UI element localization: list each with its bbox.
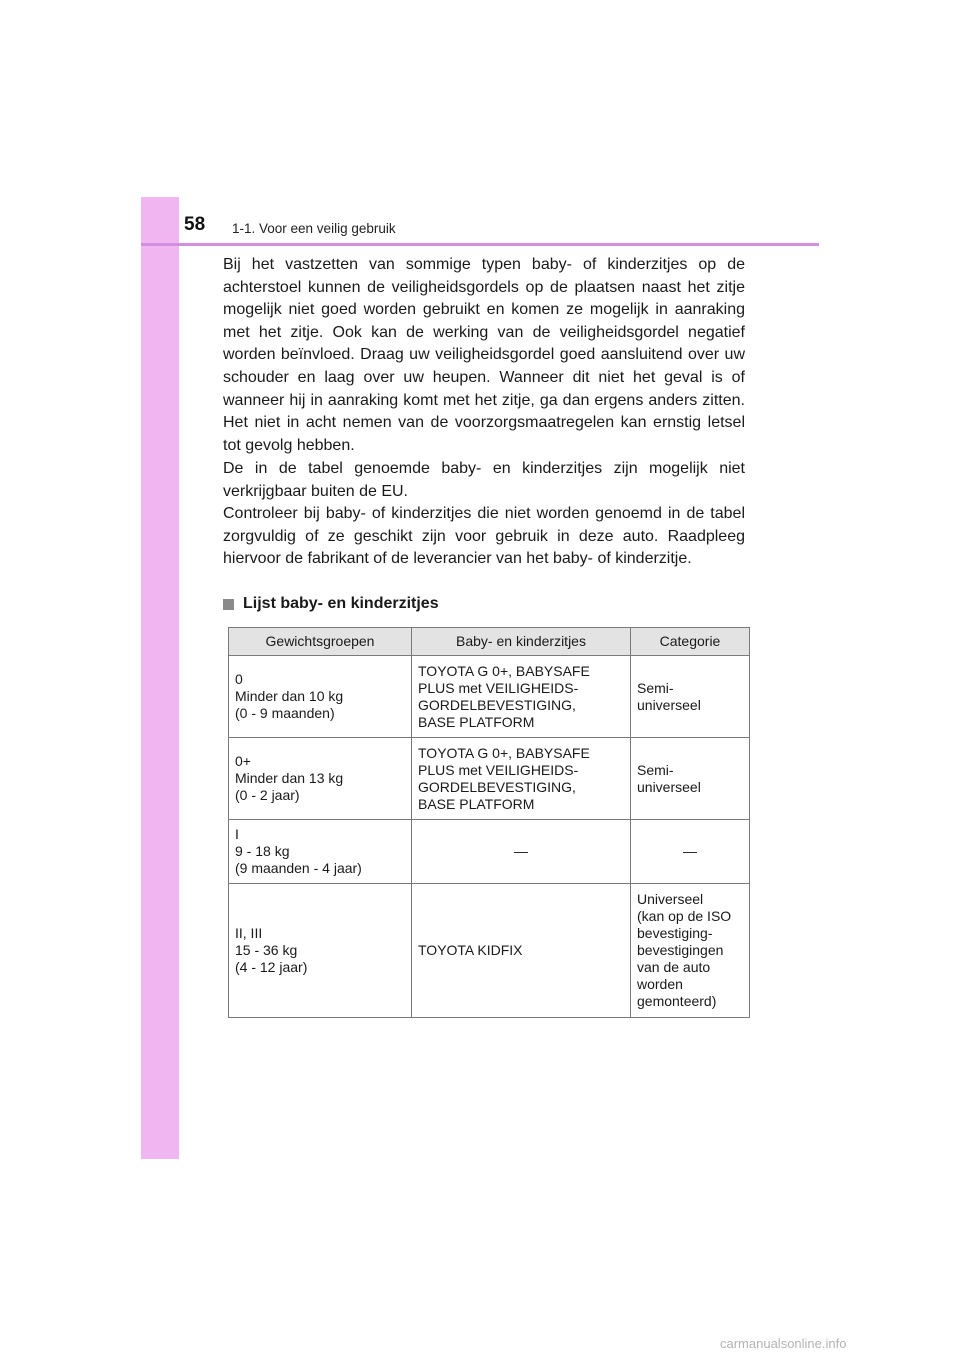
chapter-tab-strip xyxy=(141,197,179,1159)
cell-category: Semi- universeel xyxy=(631,656,750,738)
paragraph-check-suitability: Controleer bij baby- of kinderzitjes die niet worden genoemd in de tabel zorgvuldig of ze geschikt zijn voor gebruik in deze auto. Raadpleeg hiervoor de fabrikant of de leverancier van het baby- of kinderzitje. xyxy=(223,505,745,568)
header-weight-groups: Gewichtsgroepen xyxy=(229,628,412,656)
table-header-row xyxy=(229,628,750,656)
header-divider xyxy=(141,243,819,246)
cell-weight-group: I 9 - 18 kg (9 maanden - 4 jaar) xyxy=(229,820,412,884)
cell-weight-group: II, III 15 - 36 kg (4 - 12 jaar) xyxy=(229,884,412,1018)
table-row xyxy=(229,656,750,738)
cell-category: Universeel (kan op de ISO bevestiging- bevestigingen van de auto worden gemonteerd) xyxy=(631,884,750,1018)
page-number: 58 xyxy=(184,214,206,235)
cell-seats-empty: — xyxy=(412,820,631,884)
header-category: Categorie xyxy=(631,628,750,656)
table-row xyxy=(229,738,750,820)
cell-seats: TOYOTA G 0+, BABYSAFE PLUS met VEILIGHEIDS- GORDELBEVESTIGING, BASE PLATFORM xyxy=(412,656,631,738)
table-row xyxy=(229,884,750,1018)
footer-watermark: carmanualsonline.info xyxy=(720,1336,847,1351)
cell-category: Semi- universeel xyxy=(631,738,750,820)
cell-weight-group: 0 Minder dan 10 kg (0 - 9 maanden) xyxy=(229,656,412,738)
table-row xyxy=(229,820,750,884)
section-title: 1-1. Voor een veilig gebruik xyxy=(232,221,396,236)
header-child-seats: Baby- en kinderzitjes xyxy=(412,628,631,656)
square-bullet-icon xyxy=(223,599,234,610)
cell-seats: TOYOTA KIDFIX xyxy=(412,884,631,1018)
list-heading xyxy=(223,595,439,613)
paragraph-availability: De in de tabel genoemde baby- en kinderzitjes zijn mogelijk niet verkrijgbaar buiten de EU. xyxy=(223,460,745,500)
cell-seats: TOYOTA G 0+, BABYSAFE PLUS met VEILIGHEIDS- GORDELBEVESTIGING, BASE PLATFORM xyxy=(412,738,631,820)
paragraph-seatbelt-warning: Bij het vastzetten van sommige typen baby- of kinderzitjes op de achterstoel kunnen de veiligheidsgordels op de plaatsen naast het zitje mogelijk niet goed worden gebruikt en komen ze mogelijk in aanraking met het zitje. Ook kan de werking van de veiligheidsgordel negatief worden beïnvloed. Draag uw veiligheidsgordel goed aansluitend over uw schouder en laag over uw heupen. Wanneer dit niet het geval is of wanneer hij in aanraking komt met het zitje, ga dan ergens anders zitten. Het niet in acht nemen van de voorzorgsmaatregelen kan ernstig letsel tot gevolg hebben. xyxy=(223,256,745,454)
cell-weight-group: 0+ Minder dan 13 kg (0 - 2 jaar) xyxy=(229,738,412,820)
cell-category-empty: — xyxy=(631,820,750,884)
child-seat-table xyxy=(228,627,750,1018)
list-heading-text: Lijst baby- en kinderzitjes xyxy=(243,595,439,612)
